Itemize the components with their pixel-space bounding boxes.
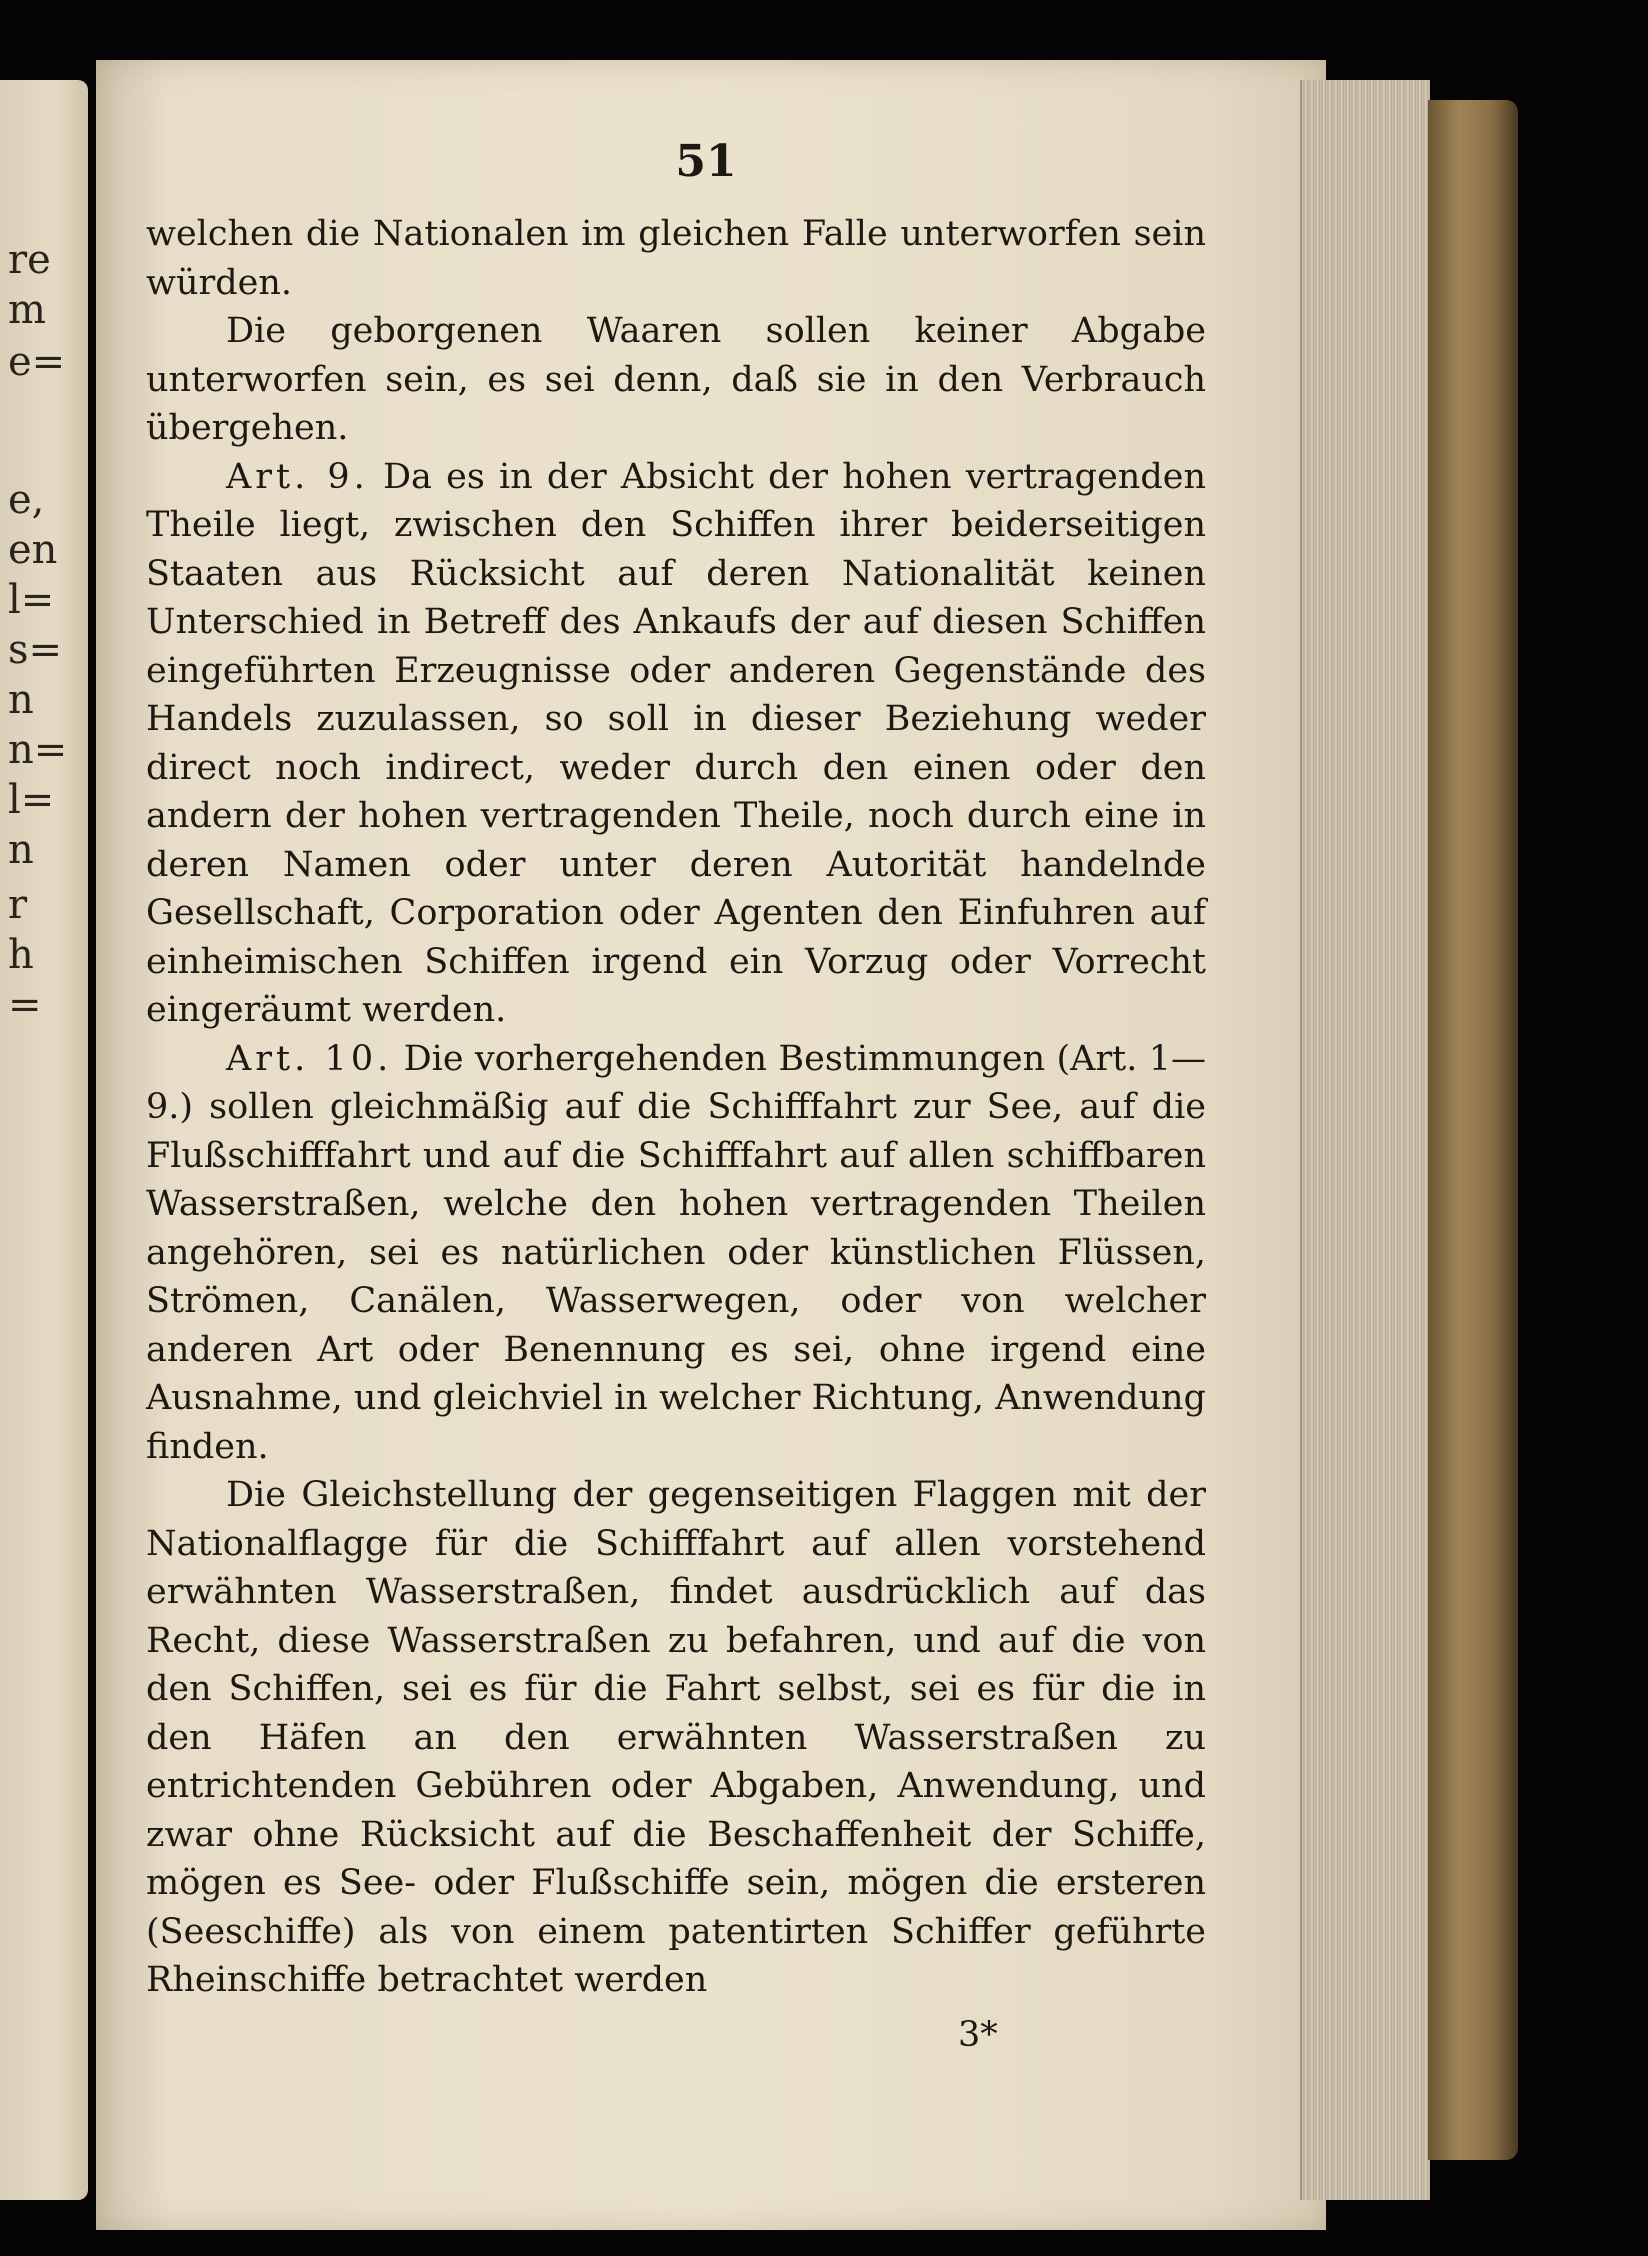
previous-page-fragment: n [8,677,34,723]
paragraph-text: Die Gleichstellung der gegenseitigen Flaggen mit der Nationalflagge für die Schifffahrt auf allen vorstehend erwähnten Wasserstraßen, findet ausdrücklich auf das Recht, diese Wasserstraßen zu befahren, und auf die von den Schiffen, sei es für die Fahrt selbst, sei es für die in den Häfen an den erwähnten Wasserstraßen zu entrichtenden Gebühren oder Abgaben, Anwendung, und zwar ohne Rücksicht auf die Beschaffenheit der Schiffe, mögen es See- oder Flußschiffe sein, mögen die ersteren (Seeschiffe) als von einem patentirten Schiffer geführte Rheinschiffe betrachtet werden [146,1475,1206,2000]
paragraph-text: welchen die Nationalen im gleichen Falle unterworfen sein würden. [146,214,1206,303]
previous-page-fragment: l= [8,777,55,823]
page-text-block [146,136,1206,2059]
previous-page-fragment: n [8,827,34,873]
previous-page-fragment: h [8,932,34,978]
book-cover-edge [1428,100,1518,2160]
previous-page-fragment: l= [8,577,55,623]
previous-page-fragment: re [8,237,51,283]
previous-page-fragment: e, [8,477,45,523]
paragraph-text: Die geborgenen Waaren sollen keiner Abgabe unterworfen sein, es sei denn, daß sie in den Verbrauch übergehen. [146,311,1206,448]
previous-page-fragment: = [8,982,42,1028]
paragraph-2 [146,307,1206,453]
previous-page-fragment: r [8,882,28,928]
article-label: Art. 10. [226,1038,393,1079]
previous-page-fragment: m [8,287,46,333]
paragraph-text: Die vorhergehenden Bestimmungen (Art. 1—9.) sollen gleichmäßig auf die Schifffahrt zur See, auf die Flußschifffahrt und auf die Schifffahrt auf allen schiffbaren Wasserstraßen, welche den hohen vertragenden Theilen angehören, sei es natürlichen oder künstlichen Flüssen, Strömen, Canälen, Wasserwegen, oder von welcher anderen Art oder Benennung es sei, ohne irgend eine Ausnahme, und gleichviel in welcher Richtung, Anwendung finden. [146,1038,1206,1467]
paragraph-5 [146,1471,1206,2005]
article-10 [146,1035,1206,1472]
paragraph-text: Da es in der Absicht der hohen vertragenden Theile liegt, zwischen den Schiffen ihrer beiderseitigen Staaten aus Rücksicht auf deren Nationalität keinen Unterschied in Betreff des Ankaufs der auf diesen Schiffen eingeführten Erzeugnisse oder anderen Gegenstände des Handels zuzulassen, so soll in dieser Beziehung weder direct noch indirect, weder durch den einen oder den andern der hohen vertragenden Theile, noch durch eine in deren Namen oder unter deren Autorität handelnde Gesellschaft, Corporation oder Agenten den Einfuhren auf einheimischen Schiffen irgend ein Vorzug oder Vorrecht eingeräumt werden. [146,456,1206,1030]
article-label: Art. 9. [226,456,369,497]
page-number: 51 [675,136,737,187]
previous-page-fragment: e= [8,339,66,385]
page-stack-edge [1300,80,1430,2200]
printer-signature-mark: 3* [958,2014,998,2055]
previous-page-fragment: n= [8,727,68,773]
previous-page-edge [0,80,88,2200]
paragraph-1 [146,210,1206,307]
article-9 [146,453,1206,1035]
previous-page-fragment: en [8,527,58,573]
previous-page-fragment: s= [8,627,63,673]
